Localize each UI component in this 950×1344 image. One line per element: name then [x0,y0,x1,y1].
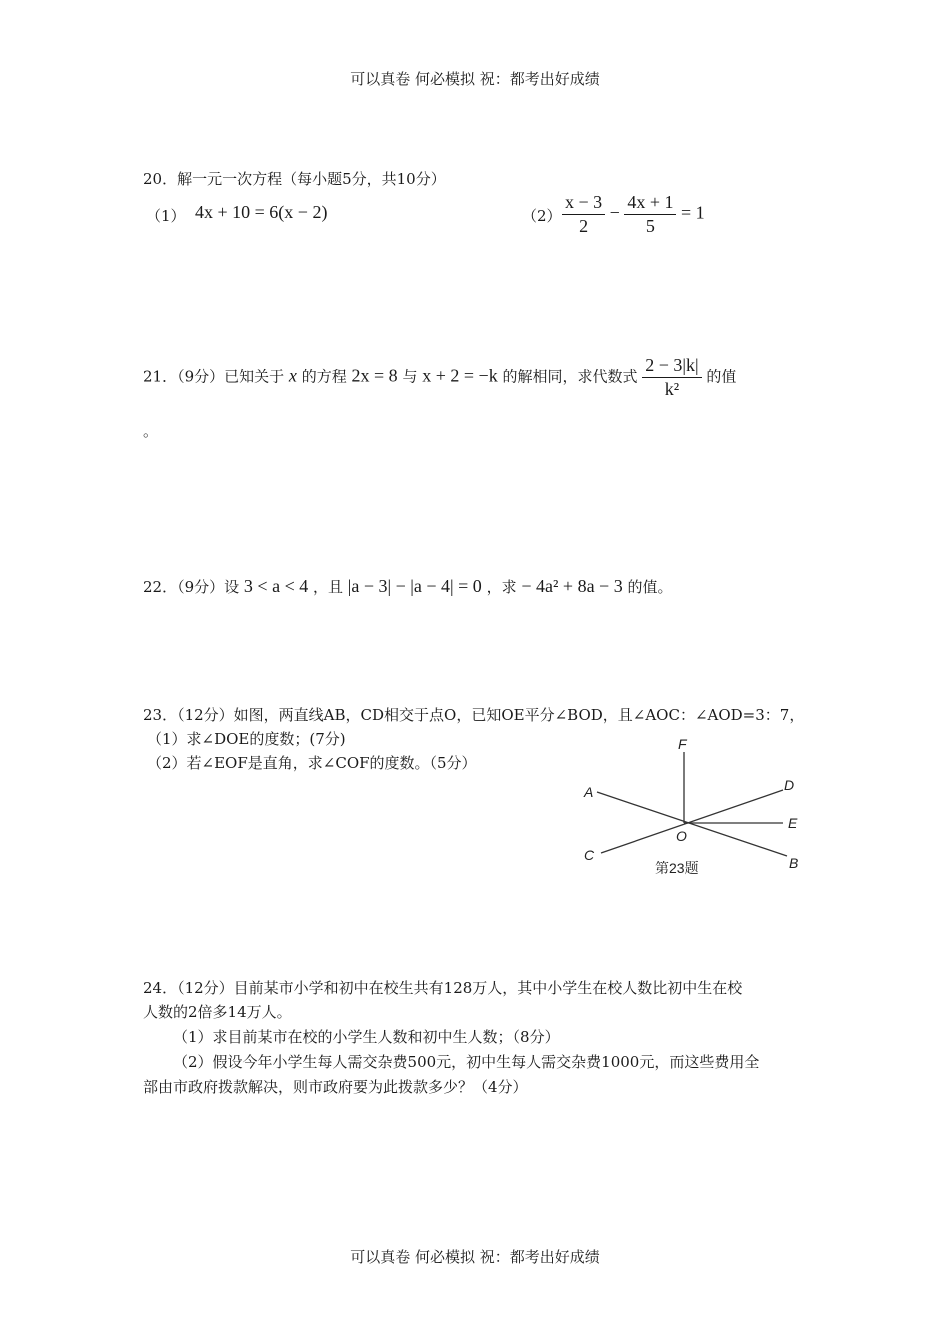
line-ab [597,792,787,856]
q21-equation-1: 2x = 8 [351,365,398,386]
q23-diagram [575,728,815,888]
q24-line-2: 人数的2倍多14万人。 [143,1003,292,1021]
q20-title: 20．解一元一次方程（每小题5分，共10分） [143,170,446,188]
q20-right-side: = 1 [680,202,705,223]
label-f: F [678,736,687,752]
q24-part1: （1）求目前某市在校的小学生人数和初中生人数；（8分） [173,1028,560,1046]
q20-fraction-1-numerator: x − 3 [562,192,605,215]
q24-line-1: 24．（12分）目前某市小学和初中在校生共有128万人，其中小学生在校人数比初中生在校 [143,979,743,997]
q23-statement: 23．（12分）如图，两直线AB，CD相交于点O，已知OE平分∠BOD，且∠AOC：∠AOD=3：7， [143,706,805,724]
label-e: E [788,815,798,831]
q20-part1-equation: 4x + 10 = 6(x − 2) [195,202,328,222]
q22-equation: |a − 3| − |a − 4| = 0 [347,576,482,596]
q21-variable-x: x [288,365,297,386]
q23-part2: （2）若∠EOF是直角，求∠COF的度数。（5分） [147,754,477,772]
q21-text-3: 的解相同，求代数式 [502,367,638,386]
q21-suffix: 的值 [706,367,737,386]
q20-minus-sign: − [609,202,620,223]
label-a: A [584,784,594,800]
page-header: 可以真卷 何必模拟 祝：都考出好成绩 [350,70,600,88]
q20-part1-label: （1） [146,207,186,225]
label-d: D [784,777,795,793]
diagram-caption: 第23题 [655,860,699,876]
q20-fraction-2 [624,192,676,237]
q21-fraction [642,355,701,400]
q21-prefix: 21．（9分）已知关于 [143,367,285,386]
q21-fraction-denominator: k² [664,379,680,399]
q21-text-1: 的方程 [301,367,347,386]
q21-line [143,355,736,400]
q20-fraction-1-denominator: 2 [579,216,589,236]
q22-line [143,576,673,597]
q21-end-mark: 。 [143,422,159,440]
q22-inequality: 3 < a < 4 [243,576,309,596]
q22-expression: − 4a² + 8a − 3 [521,576,623,596]
label-c: C [584,847,595,863]
label-b: B [789,855,799,871]
q20-part2-equation [562,192,705,237]
q22-text-2: ，求 [486,578,517,596]
line-cd [601,790,783,853]
q20-fraction-1 [562,192,605,237]
q20-part2-label: （2） [522,207,562,225]
q22-prefix: 22．（9分）设 [143,578,240,596]
q20-fraction-2-denominator: 5 [645,216,655,236]
q21-equation-2: x + 2 = −k [422,365,498,386]
q22-text-1: ，且 [313,578,344,596]
q21-text-2: 与 [402,367,418,386]
page-footer: 可以真卷 何必模拟 祝：都考出好成绩 [350,1248,600,1266]
q23-part1: （1）求∠DOE的度数；(7分) [147,730,346,748]
q21-fraction-numerator: 2 − 3|k| [642,355,701,378]
q20-fraction-2-numerator: 4x + 1 [624,192,676,215]
q22-suffix: 的值。 [627,578,673,596]
q24-part2-line-2: 部由市政府拨款解决，则市政府要为此拨款多少？（4分） [143,1078,528,1096]
q24-part2-line-1: （2）假设今年小学生每人需交杂费500元，初中生每人需交杂费1000元，而这些费用全 [173,1053,760,1071]
label-o: O [676,828,687,844]
